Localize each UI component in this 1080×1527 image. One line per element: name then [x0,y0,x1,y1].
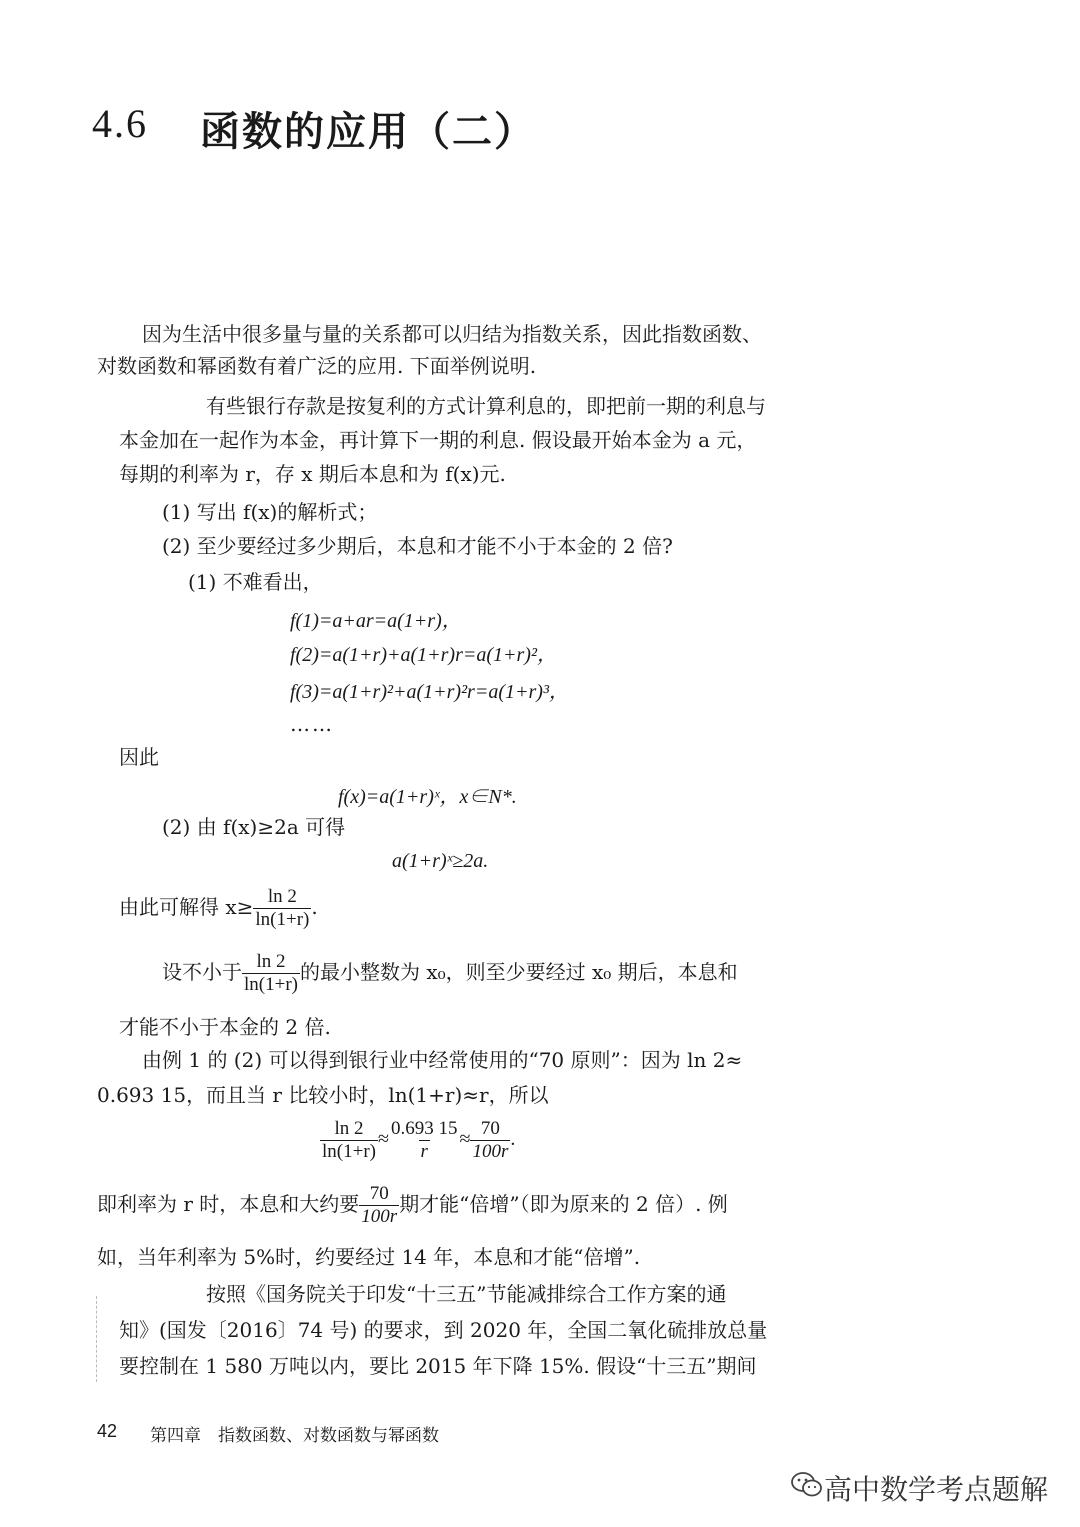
solve-prefix: 由此可解得 x≥ [119,895,254,919]
fraction-denominator: ln(1+r) [255,909,310,930]
example-line-1: 有些银行存款是按复利的方式计算利息的，即把前一期的利息与 [206,394,766,418]
fraction-70-over-100r [359,1183,399,1228]
approx-mid-fraction [389,1118,460,1163]
fraction-numerator: ln 2 [267,886,297,907]
set-suffix: 的最小整数为 x₀，则至少要经过 x₀ 期后，本息和 [299,960,738,984]
watermark-text: 高中数学考点题解 [823,1473,1048,1506]
equation-f1: f(1)=a+ar=a(1+r)， [290,610,462,632]
fraction-numerator: 70 [369,1183,389,1204]
ellipsis: …… [290,712,334,736]
approx-equation [320,1118,515,1163]
question-2: (2) 至少要经过多少期后，本息和才能不小于本金的 2 倍? [162,534,673,558]
fraction-denominator: ln(1+r) [322,1141,376,1162]
approx-symbol-2: ≈ [459,1128,471,1151]
double-suffix: 期才能“倍增”（即为原来的 2 倍）. 例 [399,1192,728,1216]
solution-2-intro: (2) 由 f(x)≥2a 可得 [162,815,346,839]
set-line [162,951,738,996]
page-title-number: 4.6 [92,101,148,146]
double-line-2: 如，当年利率为 5%时，约要经过 14 年，本息和才能“倍增”. [97,1245,641,1269]
double-prefix: 即利率为 r 时，本息和大约要 [97,1192,360,1216]
policy-line-3: 要控制在 1 580 万吨以内，要比 2015 年下降 15%. 假设“十三五”期间 [119,1354,757,1378]
scan-margin-mark [96,1296,97,1382]
solution-1-intro: (1) 不难看出， [188,570,323,594]
fraction-denominator: r [420,1141,428,1162]
equation-f3: f(3)=a(1+r)²+a(1+r)²r=a(1+r)³， [290,681,569,703]
solve-line [119,886,318,931]
intro-line-2: 对数函数和幂函数有着广泛的应用. 下面举例说明. [97,354,537,378]
fraction-numerator: 0.693 15 [390,1118,458,1139]
fraction-ln2-over-ln1r-2 [242,951,300,996]
therefore-label: 因此 [119,745,159,769]
fraction-numerator: 70 [480,1118,500,1139]
intro-line-1: 因为生活中很多量与量的关系都可以归结为指数关系，因此指数函数、 [142,322,762,346]
approx-symbol-1: ≈ [377,1128,389,1151]
fraction-denominator: 100r [361,1206,398,1227]
question-1: (1) 写出 f(x)的解析式； [162,500,378,524]
footer-chapter: 第四章 指数函数、对数函数与幂函数 [150,1426,439,1446]
equation-f2: f(2)=a(1+r)+a(1+r)r=a(1+r)²， [290,644,557,666]
fraction-denominator: 100r [472,1141,509,1162]
approx-end: . [510,1128,516,1151]
footer-page-number: 42 [97,1421,118,1441]
fraction-denominator: ln(1+r) [244,974,298,995]
equation-inequality: a(1+r)ˣ≥2a. [392,850,489,872]
rule-line-1: 由例 1 的 (2) 可以得到银行业中经常使用的“70 原则”：因为 ln 2≈ [142,1048,743,1072]
set-prefix: 设不小于 [162,960,242,984]
policy-line-2: 知》(国发〔2016〕74 号) 的要求，到 2020 年，全国二氧化硫排放总量 [119,1318,768,1342]
example-line-3: 每期的利率为 r，存 x 期后本息和为 f(x)元. [119,462,506,486]
approx-left-fraction [320,1118,378,1163]
rule-line-2: 0.693 15，而且当 r 比较小时，ln(1+r)≈r，所以 [97,1083,549,1107]
page-title: 函数的应用（二） [200,109,536,155]
approx-right-fraction [470,1118,510,1163]
double-line [97,1183,728,1228]
set-line-2: 才能不小于本金的 2 倍. [119,1015,331,1039]
fraction-numerator: ln 2 [334,1118,364,1139]
equation-fx: f(x)=a(1+r)ˣ，x∈N*. [338,786,517,808]
policy-line-1: 按照《国务院关于印发“十三五”节能减排综合工作方案的通 [206,1282,727,1306]
example-line-2: 本金加在一起作为本金，再计算下一期的利息. 假设最开始本金为 a 元， [119,428,757,452]
fraction-numerator: ln 2 [256,951,286,972]
fraction-ln2-over-ln1r [253,886,311,931]
wechat-icon [790,1470,824,1500]
solve-suffix: . [311,895,318,919]
